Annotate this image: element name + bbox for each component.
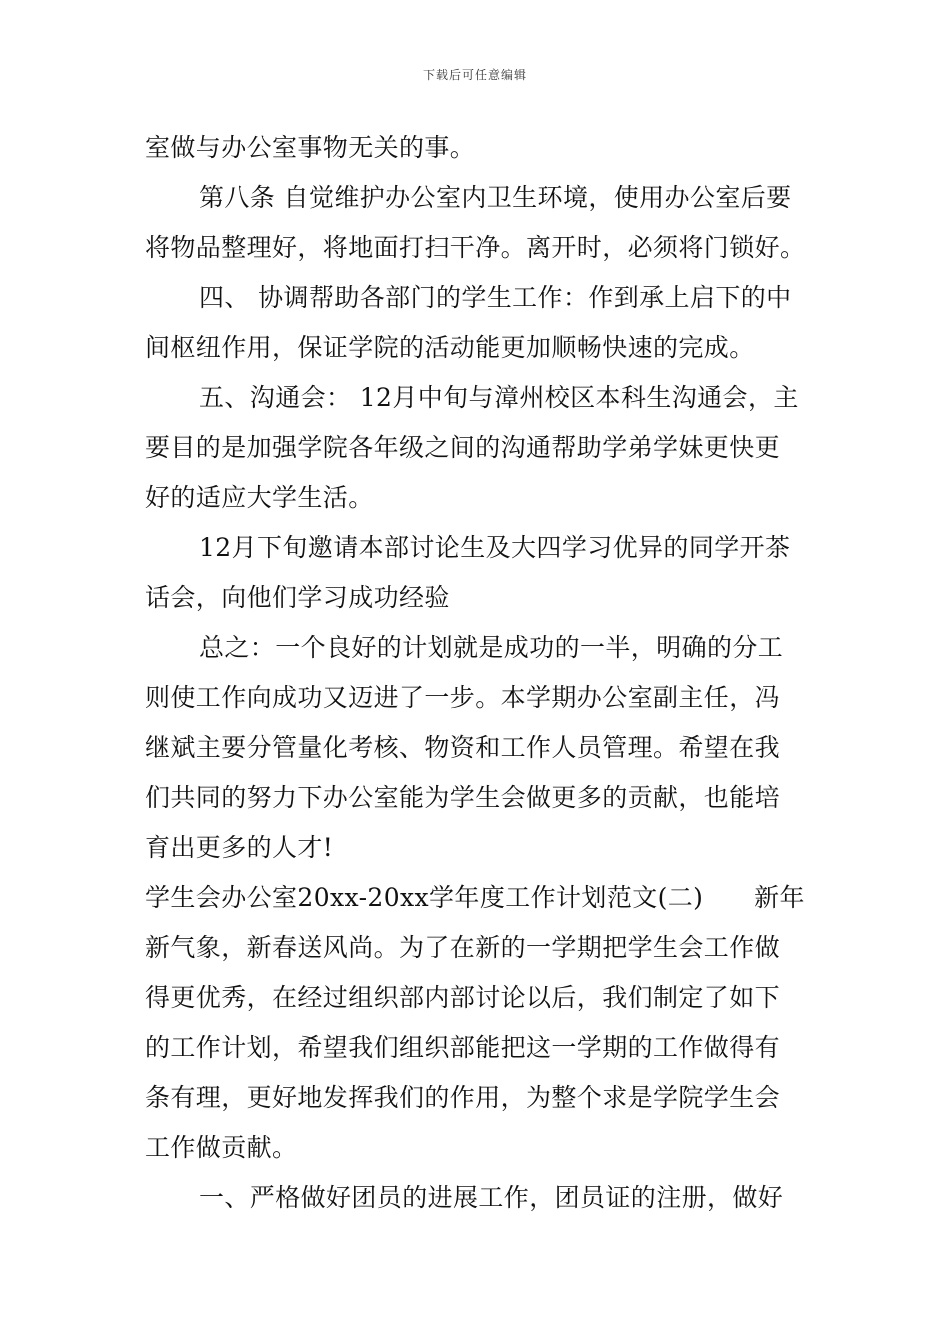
text-line: 要目的是加强学院各年级之间的沟通帮助学弟学妹更快更 [145,433,781,462]
text-line: 五、沟通会： 12月中旬与漳州校区本科生沟通会，主 [199,383,799,412]
text-line: 条有理，更好地发挥我们的作用，为整个求是学院学生会 [145,1083,781,1112]
text-line: 新气象，新春送风尚。为了在新的一学期把学生会工作做 [145,933,781,962]
text-line: 继斌主要分管量化考核、物资和工作人员管理。希望在我 [145,733,781,762]
text-line: 第八条 自觉维护办公室内卫生环境，使用办公室后要 [199,183,792,212]
text-line: 学生会办公室20xx-20xx学年度工作计划范文(二) 新年 [145,883,805,912]
text-line: 话会，向他们学习成功经验 [145,583,450,612]
text-line: 们共同的努力下办公室能为学生会做更多的贡献，也能培 [145,783,781,812]
text-line: 将物品整理好，将地面打扫干净。离开时，必须将门锁好。 [145,233,806,262]
text-line: 工作做贡献。 [145,1133,298,1162]
text-line: 好的适应大学生活。 [145,483,374,512]
document-body [145,123,810,1223]
text-line: 间枢纽作用，保证学院的活动能更加顺畅快速的完成。 [145,333,755,362]
text-line: 得更优秀，在经过组织部内部讨论以后，我们制定了如下 [145,983,781,1012]
text-line: 室做与办公室事物无关的事。 [145,133,476,162]
text-line: 的工作计划，希望我们组织部能把这一学期的工作做得有 [145,1033,781,1062]
text-line: 则使工作向成功又迈进了一步。本学期办公室副主任，冯 [145,683,781,712]
text-line: 总之：一个良好的计划就是成功的一半，明确的分工 [199,633,784,662]
text-line: 四、 协调帮助各部门的学生工作：作到承上启下的中 [199,283,792,312]
text-line: 一、严格做好团员的进展工作，团员证的注册，做好 [199,1183,784,1212]
text-line: 12月下旬邀请本部讨论生及大四学习优异的同学开茶 [199,533,791,562]
text-line: 育出更多的人才! [145,833,334,862]
page-header: 下载后可任意编辑 [422,68,527,82]
